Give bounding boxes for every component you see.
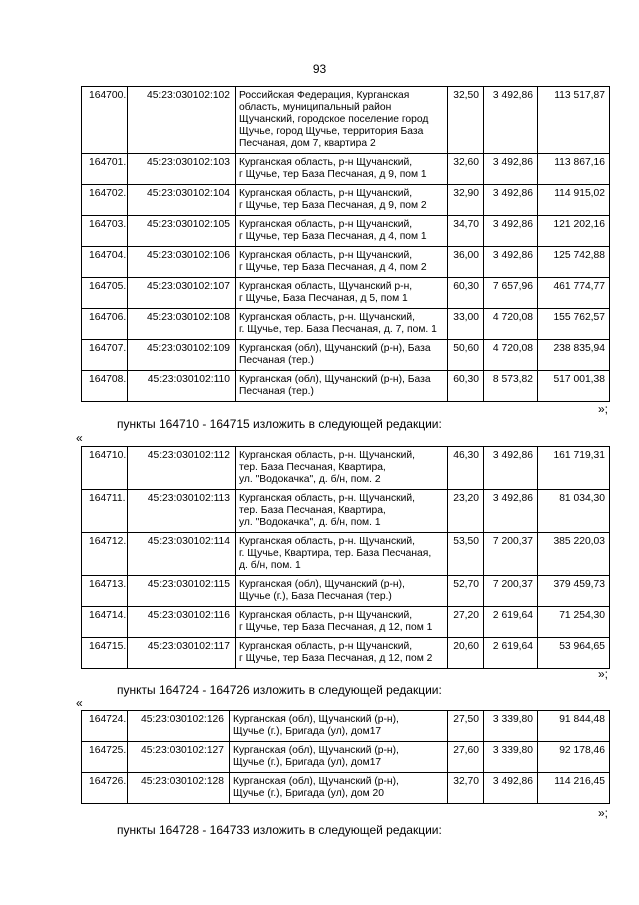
cadastral-number: 45:23:030102:115	[128, 576, 236, 607]
table-row	[82, 711, 610, 742]
address-line: г. Щучье, Квартира, тер. База Песчаная,	[239, 548, 432, 559]
row-number: 164706.	[82, 309, 128, 340]
table-row	[82, 742, 610, 773]
table-row	[82, 309, 610, 340]
address-line: г Щучье, тер База Песчаная, д 9, пом 1	[239, 169, 427, 180]
cadastral-number: 45:23:030102:116	[128, 607, 236, 638]
address	[236, 533, 448, 576]
address-line: область, муниципальный район	[239, 102, 392, 113]
table-row	[82, 638, 610, 669]
unit-value: 2 619,64	[484, 607, 538, 638]
address-line: Курганская (обл), Щучанский (р-н),	[233, 714, 399, 725]
cadastral-number: 45:23:030102:117	[128, 638, 236, 669]
cadastral-number: 45:23:030102:113	[128, 490, 236, 533]
unit-value: 3 492,86	[484, 247, 538, 278]
closing-quote-2: »;	[598, 667, 609, 681]
row-number: 164700.	[82, 87, 128, 154]
address-line: Курганская (обл), Щучанский (р-н), База	[239, 374, 431, 385]
row-number: 164705.	[82, 278, 128, 309]
cadastral-value: 125 742,88	[538, 247, 610, 278]
unit-value: 7 200,37	[484, 576, 538, 607]
area: 50,60	[448, 340, 484, 371]
cadastral-value: 155 762,57	[538, 309, 610, 340]
table-row	[82, 773, 610, 804]
address-line: тер. База Песчаная, Квартира,	[239, 462, 386, 473]
row-number: 164715.	[82, 638, 128, 669]
area: 33,00	[448, 309, 484, 340]
area: 32,50	[448, 87, 484, 154]
address	[230, 742, 448, 773]
address-line: тер. База Песчаная, Квартира,	[239, 505, 386, 516]
row-number: 164714.	[82, 607, 128, 638]
cadastral-value: 114 216,45	[538, 773, 610, 804]
area: 27,20	[448, 607, 484, 638]
address-line: Курганская область, Щучанский р-н,	[239, 281, 413, 292]
table-row	[82, 216, 610, 247]
address	[236, 309, 448, 340]
address-line: Курганская область, р-н. Щучанский,	[239, 312, 415, 323]
cadastral-value: 161 719,31	[538, 447, 610, 490]
unit-value: 2 619,64	[484, 638, 538, 669]
unit-value: 3 492,86	[484, 185, 538, 216]
row-number: 164710.	[82, 447, 128, 490]
address-line: г Щучье, тер База Песчаная, д 4, пом 1	[239, 231, 427, 242]
address-line: Щучье (г.), Бригада (ул), дом17	[233, 726, 382, 737]
row-number: 164707.	[82, 340, 128, 371]
address-line: г Щучье, тер База Песчаная, д 4, пом 2	[239, 262, 427, 273]
unit-value: 7 657,96	[484, 278, 538, 309]
address	[236, 247, 448, 278]
unit-value: 3 492,86	[484, 773, 538, 804]
address	[236, 87, 448, 154]
page-number: 93	[312, 62, 327, 76]
cadastral-number: 45:23:030102:110	[128, 371, 236, 402]
row-number: 164726.	[82, 773, 128, 804]
address	[236, 638, 448, 669]
address-line: Курганская область, р-н. Щучанский,	[239, 493, 415, 504]
address	[236, 185, 448, 216]
cadastral-number: 45:23:030102:107	[128, 278, 236, 309]
cadastral-value: 379 459,73	[538, 576, 610, 607]
table-row	[82, 533, 610, 576]
address	[236, 490, 448, 533]
address-line: Песчаная (тер.)	[239, 386, 314, 397]
area: 32,70	[448, 773, 484, 804]
row-number: 164711.	[82, 490, 128, 533]
cadastral-number: 45:23:030102:102	[128, 87, 236, 154]
address	[236, 216, 448, 247]
address-line: г Щучье, тер База Песчаная, д 9, пом 2	[239, 200, 427, 211]
unit-value: 3 492,86	[484, 447, 538, 490]
registry-table-1	[81, 86, 610, 402]
area: 60,30	[448, 371, 484, 402]
row-number: 164712.	[82, 533, 128, 576]
row-number: 164724.	[82, 711, 128, 742]
cadastral-value: 113 867,16	[538, 154, 610, 185]
unit-value: 8 573,82	[484, 371, 538, 402]
table-row	[82, 340, 610, 371]
cadastral-number: 45:23:030102:109	[128, 340, 236, 371]
area: 34,70	[448, 216, 484, 247]
address-line: ул. "Водокачка", д. б/н, пом. 1	[239, 517, 381, 528]
address-line: Курганская область, р-н Щучанский,	[239, 250, 413, 261]
address-line: г Щучье, тер База Песчаная, д 12, пом 2	[239, 653, 433, 664]
area: 27,60	[448, 742, 484, 773]
cadastral-number: 45:23:030102:127	[128, 742, 230, 773]
address-line: г Щучье, База Песчаная, д 5, пом 1	[239, 293, 408, 304]
cadastral-number: 45:23:030102:104	[128, 185, 236, 216]
area: 46,30	[448, 447, 484, 490]
table-row	[82, 490, 610, 533]
unit-value: 4 720,08	[484, 340, 538, 371]
cadastral-number: 45:23:030102:103	[128, 154, 236, 185]
address-line: Курганская область, р-н Щучанский,	[239, 641, 413, 652]
cadastral-value: 81 034,30	[538, 490, 610, 533]
cadastral-number: 45:23:030102:106	[128, 247, 236, 278]
table-row	[82, 87, 610, 154]
address-line: Российская Федерация, Курганская	[239, 90, 410, 101]
cadastral-number: 45:23:030102:108	[128, 309, 236, 340]
table-row	[82, 185, 610, 216]
address	[236, 340, 448, 371]
address	[236, 447, 448, 490]
address-line: Курганская (обл), Щучанский (р-н), База	[239, 343, 431, 354]
instruction-text-3: пункты 164728 - 164733 изложить в следующей редакции:	[117, 823, 442, 837]
table-row	[82, 371, 610, 402]
opening-quote-1: «	[76, 431, 83, 445]
area: 60,30	[448, 278, 484, 309]
address	[236, 278, 448, 309]
unit-value: 3 339,80	[484, 742, 538, 773]
cadastral-number: 45:23:030102:112	[128, 447, 236, 490]
instruction-text-2: пункты 164724 - 164726 изложить в следующей редакции:	[117, 683, 442, 697]
registry-table-3	[81, 710, 610, 804]
registry-table-2	[81, 446, 610, 669]
address-line: Щучье, город Щучье, территория База	[239, 126, 424, 137]
cadastral-number: 45:23:030102:126	[128, 711, 230, 742]
address	[236, 607, 448, 638]
cadastral-number: 45:23:030102:128	[128, 773, 230, 804]
row-number: 164704.	[82, 247, 128, 278]
unit-value: 4 720,08	[484, 309, 538, 340]
cadastral-value: 114 915,02	[538, 185, 610, 216]
unit-value: 3 492,86	[484, 490, 538, 533]
cadastral-value: 121 202,16	[538, 216, 610, 247]
instruction-text-1: пункты 164710 - 164715 изложить в следующей редакции:	[117, 417, 442, 431]
address	[236, 576, 448, 607]
table-row	[82, 576, 610, 607]
cadastral-number: 45:23:030102:105	[128, 216, 236, 247]
area: 53,50	[448, 533, 484, 576]
cadastral-value: 461 774,77	[538, 278, 610, 309]
area: 32,90	[448, 185, 484, 216]
address-line: Курганская область, р-н Щучанский,	[239, 610, 413, 621]
address-line: Песчаная (тер.)	[239, 355, 314, 366]
cadastral-value: 53 964,65	[538, 638, 610, 669]
address-line: Щучанский, городское поселение город	[239, 114, 429, 125]
address-line: Курганская (обл), Щучанский (р-н),	[239, 579, 405, 590]
area: 27,50	[448, 711, 484, 742]
area: 36,00	[448, 247, 484, 278]
unit-value: 3 492,86	[484, 216, 538, 247]
address-line: Курганская область, р-н. Щучанский,	[239, 450, 415, 461]
row-number: 164703.	[82, 216, 128, 247]
address	[236, 371, 448, 402]
address-line: Щучье (г.), Бригада (ул), дом 20	[233, 788, 385, 799]
unit-value: 3 492,86	[484, 87, 538, 154]
address-line: Курганская область, р-н Щучанский,	[239, 188, 413, 199]
area: 20,60	[448, 638, 484, 669]
opening-quote-2: «	[76, 696, 83, 710]
unit-value: 3 339,80	[484, 711, 538, 742]
row-number: 164725.	[82, 742, 128, 773]
closing-quote-1: »;	[598, 402, 609, 416]
cadastral-value: 92 178,46	[538, 742, 610, 773]
cadastral-value: 238 835,94	[538, 340, 610, 371]
address-line: Щучье (г.), База Песчаная (тер.)	[239, 591, 392, 602]
table-row	[82, 154, 610, 185]
row-number: 164702.	[82, 185, 128, 216]
cadastral-value: 385 220,03	[538, 533, 610, 576]
address-line: Курганская область, р-н Щучанский,	[239, 219, 413, 230]
address-line: Щучье (г.), Бригада (ул), дом17	[233, 757, 382, 768]
address-line: Курганская (обл), Щучанский (р-н),	[233, 776, 399, 787]
table-row	[82, 278, 610, 309]
table-row	[82, 607, 610, 638]
cadastral-value: 517 001,38	[538, 371, 610, 402]
address-line: Песчаная, дом 7, квартира 2	[239, 138, 376, 149]
unit-value: 7 200,37	[484, 533, 538, 576]
unit-value: 3 492,86	[484, 154, 538, 185]
cadastral-value: 113 517,87	[538, 87, 610, 154]
address	[230, 773, 448, 804]
row-number: 164713.	[82, 576, 128, 607]
address-line: г Щучье, тер База Песчаная, д 12, пом 1	[239, 622, 433, 633]
table-row	[82, 447, 610, 490]
address-line: г. Щучье, тер. База Песчаная, д. 7, пом. 1	[239, 324, 437, 335]
address-line: д. б/н, пом. 1	[239, 560, 301, 571]
row-number: 164708.	[82, 371, 128, 402]
area: 23,20	[448, 490, 484, 533]
area: 32,60	[448, 154, 484, 185]
address	[236, 154, 448, 185]
area: 52,70	[448, 576, 484, 607]
address-line: Курганская область, р-н Щучанский,	[239, 157, 413, 168]
table-row	[82, 247, 610, 278]
cadastral-number: 45:23:030102:114	[128, 533, 236, 576]
address-line: Курганская область, р-н. Щучанский,	[239, 536, 415, 547]
cadastral-value: 71 254,30	[538, 607, 610, 638]
address-line: Курганская (обл), Щучанский (р-н),	[233, 745, 399, 756]
closing-quote-3: »;	[598, 806, 609, 820]
address-line: ул. "Водокачка", д. б/н, пом. 2	[239, 474, 381, 485]
row-number: 164701.	[82, 154, 128, 185]
address	[230, 711, 448, 742]
cadastral-value: 91 844,48	[538, 711, 610, 742]
